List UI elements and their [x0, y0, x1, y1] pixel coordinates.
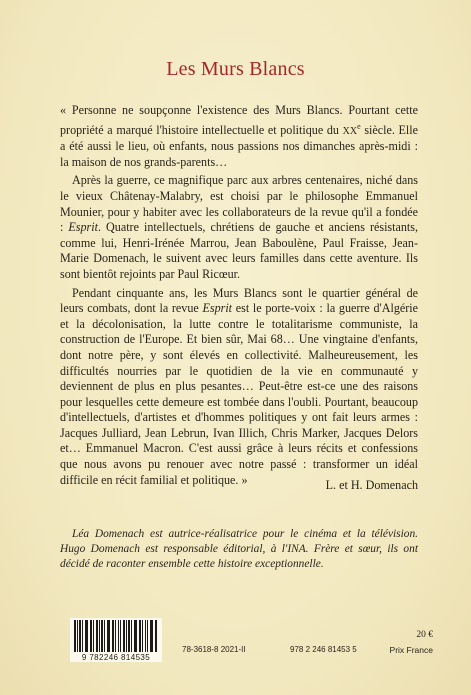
barcode-bar [131, 620, 132, 652]
blurb-text: « Personne ne soupçonne l'existence des Murs Blancs. Pourtant cette propriété a marqué l'histoire intellectuelle et politique du [60, 103, 418, 137]
blurb-paragraph-3 [60, 286, 418, 489]
century-superscript: e [357, 121, 361, 131]
price: 20 € [416, 630, 433, 640]
blurb-text: est le porte-voix : la guerre d'Algérie et la décolonisation, la lutte contre le totalitarisme communiste, la construction de l'Europe. Et bien sûr, Mai 68… Une vingtaine d'enfants, dont notre père, y sont élevés en collectivité. Malheureusement, les difficultés nourries par le quotidien de la vie en communauté y deviennent de plus en plus pesantes… Peut-être est-ce une des raisons pour lesquelles cette demeure est tombée dans l'oubli. Pourtant, beaucoup d'intellectuels, d'artistes et d'hommes politiques y ont fait leurs armes : Jacques Julliard, Jean Lebrun, Ivan Illich, Chris Marker, Jacques Delors et… Emmanuel Macron. C'est aussi grâce à leurs récits et confessions que nous avons pu renouer avec notre passé : transformer un idéal difficile en récit familial et politique. » [60, 301, 418, 487]
blurb-text: Après la guerre, ce magnifique parc aux arbres centenaires, niché dans le vieux Châtenay-Malabry, est choisi par le philosophe Emmanuel Mounier, pour y habiter avec les collaborateurs de la revue qu'il a fondée : [60, 173, 418, 235]
signature: L. et H. Domenach [325, 478, 418, 492]
barcode-bar [82, 620, 83, 652]
blurb-text: . Quatre intellectuels, chrétiens de gauche et anciens résistants, comme lui, Henri-Irénée Marrou, Jean Baboulène, Paul Fraisse, Jean-Marie Domenach, le suivent avec leurs familles dans cette aventure. Ils sont bientôt rejoints par Paul Ricœur. [60, 220, 418, 281]
price-label: Prix France [389, 645, 433, 655]
book-title: Les Murs Blancs [166, 58, 305, 80]
author-bio [60, 527, 418, 572]
century-numeral: XX [342, 125, 358, 137]
journal-name: Esprit [68, 220, 98, 235]
barcode-number: 9 782246 814535 [81, 653, 151, 662]
author-bio-text: Léa Domenach est autrice-réalisatrice pour le cinéma et la télévision. Hugo Domenach est responsable éditorial, à l'INA. Frère et sœur, ils ont décidé de raconter ensemble cette histoire exceptionnelle. [60, 528, 418, 570]
isbn: 978 2 246 81453 5 [290, 645, 357, 654]
barcode-bars [74, 620, 158, 652]
blurb-paragraph-1 [60, 103, 418, 170]
blurb-paragraph-2 [60, 173, 418, 282]
blurb [60, 103, 418, 491]
publisher-code: 78-3618-8 2021-II [182, 645, 246, 654]
journal-name: Esprit [202, 301, 233, 316]
blurb-text: Pendant cinquante ans, les Murs Blancs sont le quartier général de leurs combats, dont la revue [60, 285, 418, 316]
barcode [70, 618, 162, 662]
blurb-text: siècle. Elle a été aussi le lieu, où enfants, nous passions nos dimanches après-midi : la maison de nos grands-parents… [60, 122, 419, 169]
